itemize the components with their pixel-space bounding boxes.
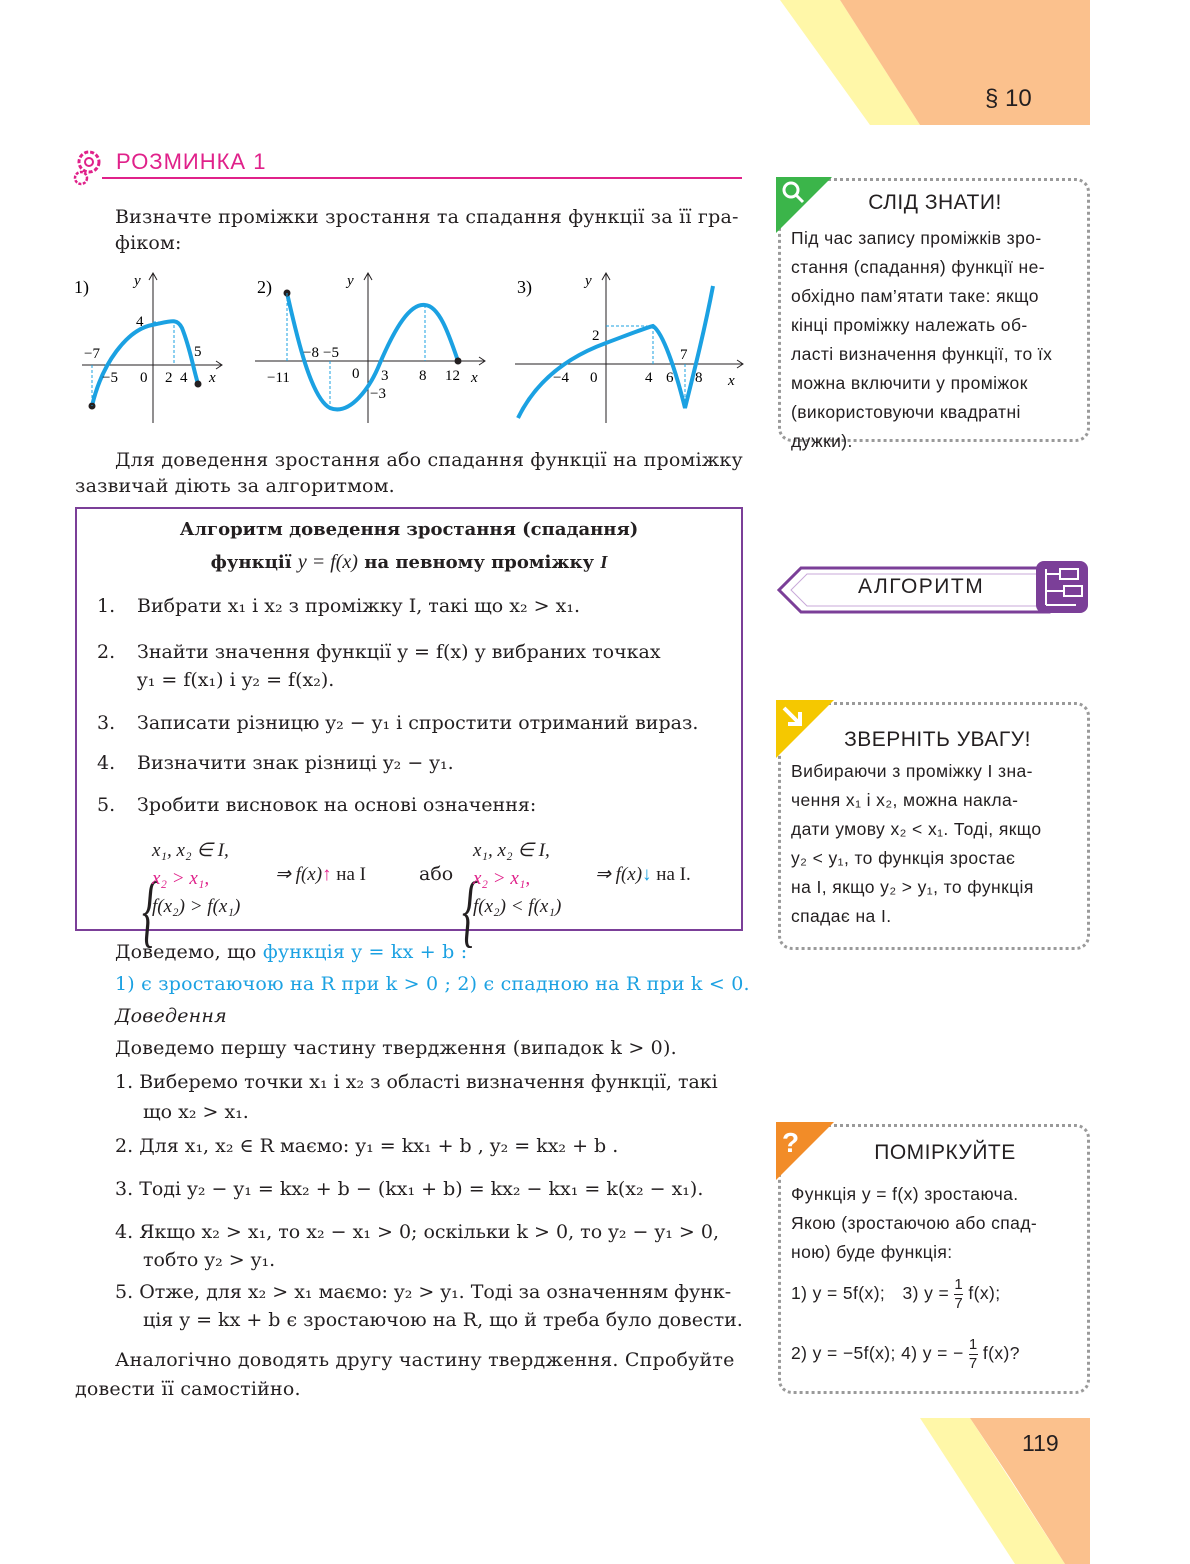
brace-left-1: { [142, 865, 158, 955]
footer-decoration [920, 1418, 1090, 1564]
svg-text:6: 6 [666, 370, 674, 386]
or-label: або [419, 863, 454, 885]
svg-text:0: 0 [352, 366, 360, 382]
proof-step: 2. Для x₁, x₂ ∈ R маємо: y₁ = kx₁ + b , y₂ = kx₂ + b . [115, 1135, 619, 1157]
svg-text:4: 4 [645, 370, 653, 386]
svg-text:−5: −5 [102, 370, 118, 386]
know-text: Під час запису проміжків зро- стання (спадання) функції не- обхідно пам’ятати таке: якщо кінці проміжку належать об- ласті визначення функції, то їх можна включити у проміжок (використовуючи квадратні дужки). [791, 228, 1053, 451]
think-title: ПОМІРКУЙТЕ [874, 1141, 1016, 1164]
svg-text:0: 0 [140, 370, 148, 386]
system-2: x₁, x₂ ∈ I, x₂ > x₁, f(x₂) < f(x₁) [473, 840, 562, 917]
graph-1-number: 1) [74, 277, 89, 297]
fraction: $\frac{1}{7}$ [954, 1276, 964, 1312]
algorithm-step: 4. Визначити знак різниці y₂ − y₁. [97, 752, 454, 774]
algorithm-step: y₁ = f(x₁) і y₂ = f(x₂). [137, 669, 335, 691]
flowchart-icon [1036, 561, 1090, 619]
svg-text:−3: −3 [370, 386, 386, 402]
svg-text:0: 0 [590, 370, 598, 386]
svg-text:?: ? [782, 1127, 800, 1158]
algorithm-step: 1. Вибрати x₁ і x₂ з проміжку I, такі що x₂ > x₁. [97, 595, 580, 617]
svg-text:y: y [347, 273, 354, 289]
proof-claim: Доведемо, що функція y = kx + b : [115, 941, 468, 963]
attention-text: Вибираючи з проміжку I зна- чення x₁ і x₂, можна накла- дати умову x₂ < x₁. Тоді, якщо y₂ < y₁, то функція зростає на I, якщо y₂ > y₁, то функція спадає на I. [791, 761, 1042, 926]
graph-2 [255, 268, 495, 432]
proof-step: 5. Отже, для x₂ > x₁ маємо: y₂ > y₁. Тоді за означенням функ- [115, 1281, 732, 1303]
svg-text:3: 3 [381, 368, 389, 384]
graph-2-number: 2) [257, 277, 272, 297]
closing-line1: Аналогічно доводять другу частину твердження. Спробуйте [115, 1349, 735, 1371]
fraction: $\frac{1}{7}$ [968, 1336, 978, 1372]
svg-text:5: 5 [194, 344, 202, 360]
gear-icon [72, 148, 106, 192]
svg-text:2: 2 [592, 328, 600, 344]
system-1: x₁, x₂ ∈ I, x₂ > x₁, f(x₂) > f(x₁) [152, 840, 241, 917]
proof-claim-line2: 1) є зростаючою на R при k > 0 ; 2) є спадною на R при k < 0. [115, 973, 750, 995]
warmup-underline [102, 177, 742, 179]
think-options-row1: 1) y = 5f(x); 3) y = $\frac{1}{7}$ f(x); [791, 1276, 1001, 1312]
svg-text:−8: −8 [303, 345, 319, 361]
algorithm-title-line1: Алгоритм доведення зростання (спадання) [179, 519, 639, 540]
brace-left-2: { [462, 865, 478, 955]
algorithm-step: 2. Знайти значення функції y = f(x) у вибраних точках [97, 641, 661, 663]
svg-text:7: 7 [680, 347, 688, 363]
proof-heading: Доведення [115, 1005, 227, 1027]
algorithm-step: 3. Записати різницю y₂ − y₁ і спростити отриманий вираз. [97, 712, 699, 734]
svg-text:y: y [134, 273, 141, 289]
closing-line2: довести її самостійно. [75, 1378, 301, 1400]
svg-text:x: x [209, 370, 216, 386]
svg-text:8: 8 [419, 368, 427, 384]
intro-line2: зазвичай діють за алгоритмом. [75, 475, 395, 497]
proof-step: 4. Якщо x₂ > x₁, то x₂ − x₁ > 0; оскільки k > 0, то y₂ − y₁ > 0, [115, 1221, 719, 1243]
intro-line1: Для доведення зростання або спадання функції на проміжку [115, 449, 743, 471]
svg-text:−7: −7 [84, 346, 100, 362]
proof-step-cont: тобто y₂ > y₁. [143, 1249, 276, 1271]
svg-text:2: 2 [165, 370, 173, 386]
graph-1 [72, 268, 242, 432]
think-text: Функція y = f(x) зростаюча. Якою (зростаючою або спад- ною) буде функція: [791, 1184, 1038, 1262]
svg-text:4: 4 [136, 314, 144, 330]
algorithm-step: 5. Зробити висновок на основі означення: [97, 794, 537, 816]
arrow-down-right-icon [776, 700, 834, 762]
svg-text:x: x [471, 370, 478, 386]
warmup-title: РОЗМИНКА 1 [116, 149, 267, 174]
svg-text:4: 4 [180, 370, 188, 386]
warmup-instruction-2: фіком: [115, 232, 182, 254]
proof-step: 1. Виберемо точки x₁ і x₂ з області визначення функції, такі [115, 1071, 718, 1093]
proof-step-cont: що x₂ > x₁. [143, 1101, 249, 1123]
proof-first-part: Доведемо першу частину твердження (випадок k > 0). [115, 1037, 677, 1059]
proof-step-cont: ція y = kx + b є зростаючою на R, що й треба було довести. [143, 1309, 743, 1331]
page-number: 119 [1022, 1430, 1059, 1456]
graph-3 [515, 268, 750, 432]
svg-text:x: x [728, 373, 735, 389]
header-decoration [780, 0, 1090, 130]
svg-text:−5: −5 [323, 345, 339, 361]
svg-text:8: 8 [695, 370, 703, 386]
svg-text:−11: −11 [267, 370, 290, 386]
know-title: СЛІД ЗНАТИ! [868, 191, 1002, 214]
system-2-result: ⇒ f(x)↓ на I. [595, 864, 691, 885]
algorithm-title-line2: функції y = f(x) на певному проміжку I [210, 551, 608, 573]
svg-text:−4: −4 [553, 370, 569, 386]
system-1-result: ⇒ f(x)↑ на I [275, 864, 366, 885]
svg-text:12: 12 [445, 368, 460, 384]
graph-3-number: 3) [517, 277, 532, 297]
svg-text:y: y [585, 273, 592, 289]
algorithm-tag-label: АЛГОРИТМ [858, 575, 985, 598]
proof-step: 3. Тоді y₂ − y₁ = kx₂ + b − (kx₁ + b) = kx₂ − kx₁ = k(x₂ − x₁). [115, 1178, 704, 1200]
warmup-instruction: Визначте проміжки зростання та спадання функції за її гра- [115, 206, 739, 228]
think-options-row2: 2) y = −5f(x); 4) y = − $\frac{1}{7}$ f(x)? [791, 1336, 1020, 1372]
question-icon [776, 1122, 834, 1184]
attention-title: ЗВЕРНІТЬ УВАГУ! [844, 728, 1031, 751]
section-number: § 10 [985, 85, 1032, 112]
